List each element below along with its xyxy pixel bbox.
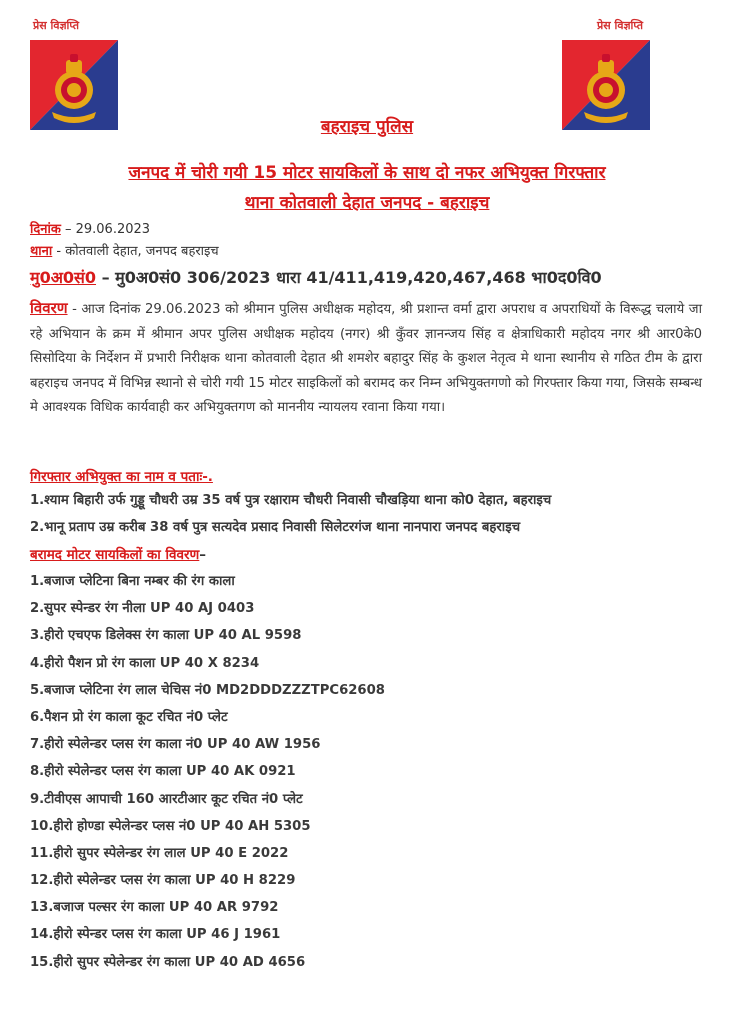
list-item: 13.बजाज पल्सर रंग काला UP 40 AR 9792 bbox=[30, 900, 279, 916]
list-item: 11.हीरो सुपर स्पेलेन्डर रंग लाल UP 40 E 2022 bbox=[30, 845, 289, 861]
list-item: 15.हीरो सुपर स्पेलेन्डर रंग काला UP 40 AD 4656 bbox=[30, 954, 306, 970]
list-item: 7.हीरो स्पेलेन्डर प्लस रंग काला नं0 UP 40 AW 1956 bbox=[30, 737, 321, 753]
accused-item: 2.भानू प्रताप उम्र करीब 38 वर्ष पुत्र सत्यदेव प्रसाद निवासी सिलेटरगंज थाना नानपारा जनपद बहराइच bbox=[30, 520, 521, 535]
station-value: - कोतवाली देहात, जनपद बहराइच bbox=[52, 244, 219, 259]
list-item: 14.हीरो स्पेन्डर प्लस रंग काला UP 46 J 1961 bbox=[30, 927, 281, 943]
list-item: 10.हीरो होण्डा स्पेलेन्डर प्लस नं0 UP 40 AH 5305 bbox=[30, 818, 311, 834]
date-value: – 29.06.2023 bbox=[60, 222, 151, 237]
case-label: मु0अ0सं0 bbox=[30, 268, 97, 287]
list-item: 5.बजाज प्लेटिना रंग लाल चेचिस नं0 MD2DDDZZZTPC62608 bbox=[30, 682, 385, 698]
case-value: – मु0अ0सं0 306/2023 धारा 41/411,419,420,467,468 भा0द0वि0 bbox=[96, 268, 602, 287]
list-item: 4.हीरो पैशन प्रो रंग काला UP 40 X 8234 bbox=[30, 655, 260, 671]
list-item: 8.हीरो स्पेलेन्डर प्लस रंग काला UP 40 AK 0921 bbox=[30, 764, 296, 780]
bikes-heading-row bbox=[30, 545, 206, 563]
list-item: 3.हीरो एचएफ डिलेक्स रंग काला UP 40 AL 9598 bbox=[30, 628, 302, 644]
accused-item: 1.श्याम बिहारी उर्फ गुड्डू चौधरी उम्र 35 वर्ष पुत्र रक्षाराम चौधरी निवासी चौखड़िया थाना को0 देहात, बहराइच bbox=[30, 493, 552, 508]
list-item: 9.टीवीएस आपाची 160 आरटीआर कूट रचित नं0 प्लेट bbox=[30, 791, 303, 807]
news-title-line1: जनपद में चोरी गयी 15 मोटर सायकिलों के साथ दो नफर अभियुक्त गिरफ्तार bbox=[128, 163, 606, 183]
press-release-label-right: प्रेस विज्ञप्ति bbox=[597, 19, 644, 32]
list-item: 6.पैशन प्रो रंग काला कूट रचित नं0 प्लेट bbox=[30, 709, 228, 725]
date-row bbox=[30, 219, 150, 237]
list-item: 1.बजाज प्लेटिना बिना नम्बर की रंग काला bbox=[30, 574, 235, 589]
station-label: थाना bbox=[30, 244, 53, 259]
case-row bbox=[30, 266, 602, 288]
details-paragraph bbox=[30, 296, 702, 421]
date-label: दिनांक bbox=[30, 222, 61, 237]
list-item: 2.सुपर स्पेन्डर रंग नीला UP 40 AJ 0403 bbox=[30, 601, 255, 617]
news-title-line2: थाना कोतवाली देहात जनपद - बहराइच bbox=[244, 193, 490, 213]
details-label: विवरण bbox=[30, 299, 68, 317]
bikes-heading-suffix: – bbox=[199, 547, 207, 563]
bikes-heading: बरामद मोटर सायकिलों का विवरण bbox=[30, 547, 200, 563]
station-row bbox=[30, 241, 219, 259]
org-heading: बहराइच पुलिस bbox=[320, 117, 414, 137]
list-item: 12.हीरो स्पेलेन्डर प्लस रंग काला UP 40 H 8229 bbox=[30, 873, 296, 889]
recovered-bikes-list bbox=[30, 572, 385, 980]
press-release-label-left: प्रेस विज्ञप्ति bbox=[33, 19, 80, 32]
accused-heading: गिरफ्तार अभियुक्त का नाम व पताः-. bbox=[30, 469, 213, 485]
details-text: - आज दिनांक 29.06.2023 को श्रीमान पुलिस अधीक्षक महोदय, श्री प्रशान्त वर्मा द्वारा अपराध व अपराधियों के विरूद्ध चलाये जा रहे अभियान के क्रम में श्रीमान अपर पुलिस अधीक्षक महोदय (नगर) श्री कुँवर ज्ञानन्जय सिंह व क्षेत्राधिकारी महोदय नगर श्री आर0के0 सिसोदिया के निर्देशन में प्रभारी निरीक्षक थाना कोतवाली देहात श्री शमशेर बहादुर सिंह के कुशल नेतृत्व मे थाना स्थानीय से गठित टीम के द्वारा बहराइच जनपद में विभिन्न स्थानो से चोरी गयी 15 मोटर साइकिलों को बरामद कर निम्न अभियुक्तगणो को गिरफ्तार किया गया, जिसके सम्बन्ध मे आवश्यक विधिक कार्यवाही कर अभियुक्तगण को माननीय न्यायलय रवाना किया गया। bbox=[30, 302, 702, 416]
